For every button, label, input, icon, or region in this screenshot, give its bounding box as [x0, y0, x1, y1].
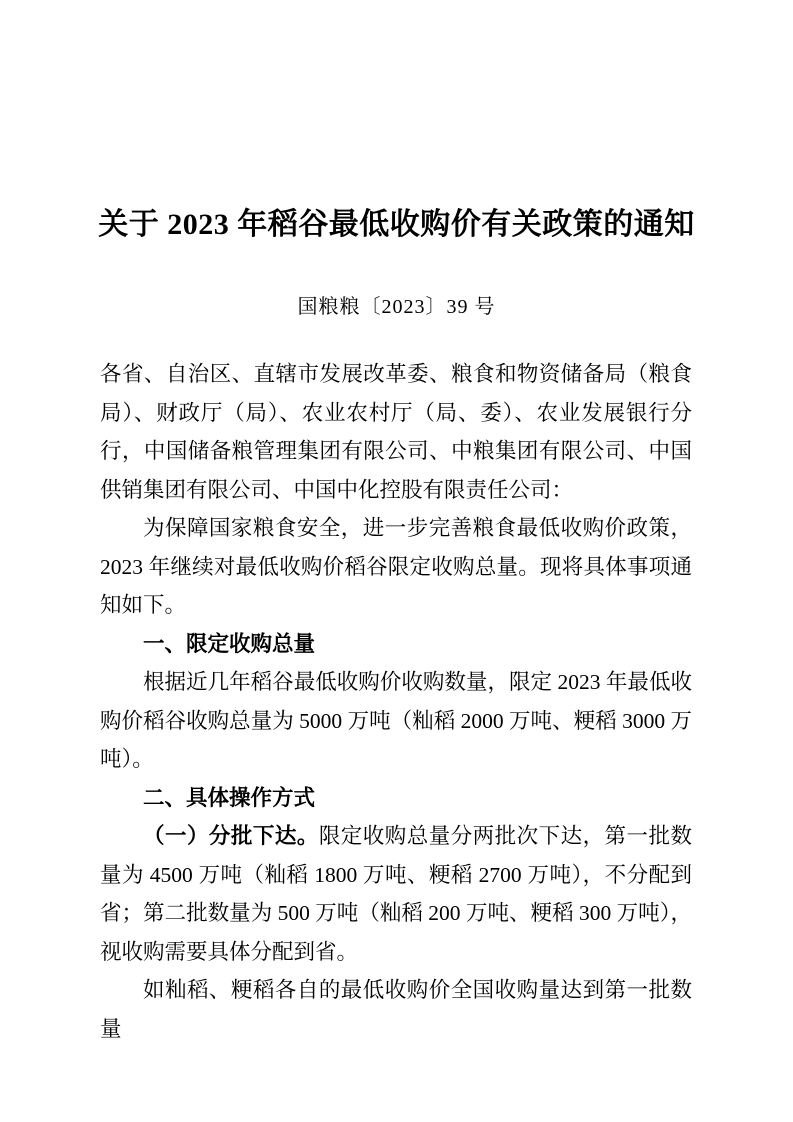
document-title: 关于 2023 年稻谷最低收购价有关政策的通知 — [98, 208, 695, 241]
section-heading: 二、具体操作方式 — [143, 785, 316, 810]
paragraph-lead: （一）分批下达。 — [143, 824, 319, 848]
document-body — [100, 355, 692, 1048]
paragraph — [100, 817, 692, 971]
paragraph: 各省、自治区、直辖市发展改革委、粮食和物资储备局（粮食局）、财政厅（局）、农业农村厅（局、委）、农业发展银行分行，中国储备粮管理集团有限公司、中粮集团有限公司、中国供销集团有限公司、中国中化控股有限责任公司： — [100, 362, 692, 502]
document-number: 国粮粮〔2023〕39 号 — [297, 296, 496, 318]
section-heading: 一、限定收购总量 — [143, 631, 316, 656]
paragraph: 如籼稻、粳稻各自的最低收购价全国收购量达到第一批数量 — [100, 978, 692, 1041]
paragraph: 根据近几年稻谷最低收购价收购数量，限定 2023 年最低收购价稻谷收购总量为 5000 万吨（籼稻 2000 万吨、粳稻 3000 万吨）。 — [100, 670, 692, 771]
paragraph: 为保障国家粮食安全，进一步完善粮食最低收购价政策，2023 年继续对最低收购价稻谷限定收购总量。现将具体事项通知如下。 — [100, 516, 692, 617]
paragraph-text: 限定收购总量分两批次下达，第一批数量为 4500 万吨（籼稻 1800 万吨、粳稻 2700 万吨），不分配到省；第二批数量为 500 万吨（籼稻 200 万吨、粳稻 300 万吨），视收购需要具体分配到省。 — [100, 824, 692, 964]
